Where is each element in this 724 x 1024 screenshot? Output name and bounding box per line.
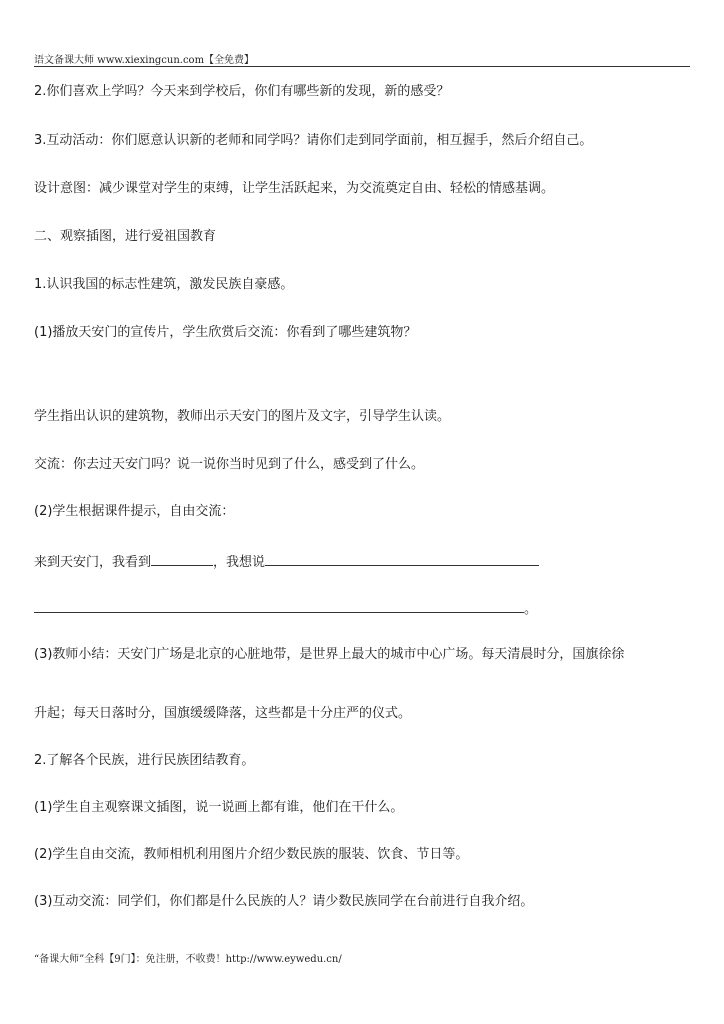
paragraph-interactive-exchange: (3)互动交流：同学们，你们都是什么民族的人？请少数民族同学在台前进行自我介绍。 [34, 894, 534, 909]
fill-in-sentence-middle: ，我想说 [213, 555, 266, 570]
section-heading-observe-illustration: 二、观察插图，进行爱祖国教育 [34, 229, 217, 244]
paragraph-observe-illustration: (1)学生自主观察课文插图，说一说画上都有谁，他们在干什么。 [34, 800, 404, 815]
paragraph-play-promo-video: (1)播放天安门的宣传片，学生欣赏后交流：你看到了哪些建筑物？ [34, 325, 417, 340]
paragraph-ethnic-groups: 2.了解各个民族，进行民族团结教育。 [34, 753, 255, 768]
header-text: 语文备课大师 www.xiexingcun.com【全免费】 [34, 55, 255, 66]
fill-in-blank-want-to-say [265, 551, 539, 566]
fill-in-blank-saw [151, 551, 213, 566]
paragraph-design-intent: 设计意图：减少课堂对学生的束缚，让学生活跃起来，为交流奠定自由、轻松的情感基调。 [34, 181, 555, 196]
paragraph-landmark-buildings: 1.认识我国的标志性建筑，激发民族自豪感。 [34, 277, 294, 292]
paragraph-discussion-tiananmen: 交流：你去过天安门吗？说一说你当时见到了什么，感受到了什么。 [34, 457, 425, 472]
page-footer: “备课大师”全科【9门】：免注册，不收费！http://www.eywedu.cn/ [34, 954, 342, 965]
page-header [34, 50, 690, 67]
paragraph-introduce-minorities: (2)学生自由交流，教师相机利用图片介绍少数民族的服装、饮食、节日等。 [34, 847, 469, 862]
fill-in-blank-continuation [34, 598, 524, 613]
fill-in-period: 。 [524, 602, 538, 617]
paragraph-students-identify-buildings: 学生指出认识的建筑物，教师出示天安门的图片及文字，引导学生认读。 [34, 409, 451, 424]
fill-in-continuation [34, 598, 537, 619]
paragraph-free-exchange: (2)学生根据课件提示，自由交流： [34, 504, 235, 519]
paragraph-teacher-summary: (3)教师小结：天安门广场是北京的心脏地带，是世界上最大的城市中心广场。每天清晨时分，国旗徐徐 [34, 647, 625, 662]
fill-in-sentence-start: 来到天安门，我看到 [34, 555, 152, 570]
paragraph-teacher-summary-cont: 升起；每天日落时分，国旗缓缓降落，这些都是十分庄严的仪式。 [34, 706, 412, 721]
fill-in-sentence [34, 551, 539, 572]
paragraph-interactive-activity: 3.互动活动：你们愿意认识新的老师和同学吗？请你们走到同学面前，相互握手，然后介绍自己。 [34, 133, 593, 148]
paragraph-question-like-school: 2.你们喜欢上学吗？今天来到学校后，你们有哪些新的发现，新的感受？ [34, 84, 450, 99]
